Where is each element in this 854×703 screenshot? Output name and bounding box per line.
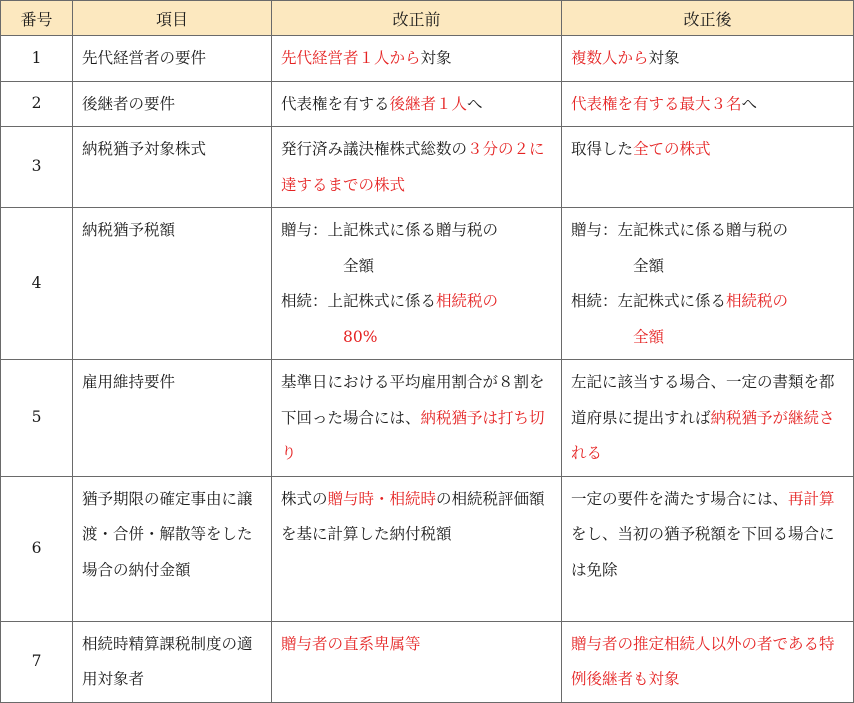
after-highlight: 全ての株式 (633, 140, 711, 158)
gift-continuation: 全額 (633, 256, 665, 275)
row-before (272, 360, 562, 477)
row-after (562, 360, 854, 477)
row-number: 7 (1, 621, 73, 702)
row-before (272, 208, 562, 360)
row-after (562, 208, 854, 360)
row-number: 5 (1, 360, 73, 477)
header-number: 番号 (1, 1, 73, 36)
row-number: 3 (1, 127, 73, 208)
after-highlight: 複数人から (571, 49, 649, 67)
before-highlight: 先代経営者１人から (281, 49, 421, 67)
row-item: 猶予期限の確定事由に譲渡・合併・解散等をした場合の納付金額 (73, 476, 272, 621)
before-highlight: 後継者１人 (389, 94, 468, 113)
inheritance-continuation: 80% (343, 327, 378, 346)
inheritance-highlight: 相続税の (726, 292, 789, 310)
table-row (1, 476, 854, 621)
before-highlight: 贈与時・相続時 (327, 489, 437, 508)
inheritance-line (281, 284, 553, 320)
gift-continuation: 全額 (343, 256, 375, 275)
gift-line: 贈与：上記株式に係る贈与税の (281, 221, 499, 239)
row-item: 納税猶予税額 (73, 208, 272, 360)
row-number: 4 (1, 208, 73, 360)
before-highlight: 納税猶予は打ち切り (281, 408, 545, 462)
after-highlight: 再計算 (788, 489, 835, 508)
row-number: 1 (1, 36, 73, 82)
before-text: 発行済み議決権株式総数の (281, 140, 468, 158)
after-text: 対象 (648, 49, 680, 67)
header-item: 項目 (73, 1, 272, 36)
row-before (272, 621, 562, 702)
row-item: 後継者の要件 (73, 81, 272, 127)
row-after (562, 81, 854, 127)
table-row (1, 208, 854, 360)
row-before (272, 81, 562, 127)
header-after: 改正後 (562, 1, 854, 36)
after-text: をし、当初の猶予税額を下回る場合には免除 (571, 525, 835, 579)
after-highlight: 納税猶予が継続される (571, 408, 835, 462)
inheritance-line (571, 284, 845, 320)
after-text: 左記に該当する場合、一定の書類を都道府県に提出すれば (571, 373, 835, 427)
row-item: 相続時精算課税制度の適用対象者 (73, 621, 272, 702)
row-number: 2 (1, 81, 73, 127)
before-text: 基準日における平均雇用割合が８割を下回った場合には、 (281, 373, 545, 427)
after-highlight: 贈与者の推定相続人以外の者である特例後継者も対象 (571, 634, 835, 688)
after-text: 一定の要件を満たす場合には、 (571, 489, 789, 508)
table-row (1, 36, 854, 82)
table-row (1, 127, 854, 208)
before-text: 株式の (281, 489, 328, 508)
row-after (562, 476, 854, 621)
before-highlight: ３分の２に達するまでの株式 (281, 140, 545, 194)
inheritance-prefix: 相続：上記株式に係る (281, 292, 437, 310)
inheritance-continuation: 全額 (633, 327, 665, 346)
table-row (1, 81, 854, 127)
header-row (1, 1, 854, 36)
after-text: 取得した (571, 140, 634, 158)
row-before (272, 127, 562, 208)
row-after (562, 621, 854, 702)
before-text: の相続税評価額を基に計算した納付税額 (281, 489, 545, 543)
table-row (1, 360, 854, 477)
before-text: 対象 (420, 49, 452, 67)
before-text: へ (467, 94, 483, 113)
row-before (272, 36, 562, 82)
row-number: 6 (1, 476, 73, 621)
inheritance-highlight: 相続税の (436, 292, 499, 310)
inheritance-prefix: 相続：左記株式に係る (571, 292, 727, 310)
row-after (562, 36, 854, 82)
table-row (1, 621, 854, 702)
header-before: 改正前 (272, 1, 562, 36)
gift-line: 贈与：左記株式に係る贈与税の (571, 221, 789, 239)
after-text: へ (741, 94, 758, 113)
row-after (562, 127, 854, 208)
row-item: 納税猶予対象株式 (73, 127, 272, 208)
row-before (272, 476, 562, 621)
after-highlight: 代表権を有する最大３名 (571, 94, 742, 113)
row-item: 先代経営者の要件 (73, 36, 272, 82)
before-text: 代表権を有する (281, 94, 390, 113)
row-item: 雇用維持要件 (73, 360, 272, 477)
before-highlight: 贈与者の直系卑属等 (281, 634, 421, 653)
